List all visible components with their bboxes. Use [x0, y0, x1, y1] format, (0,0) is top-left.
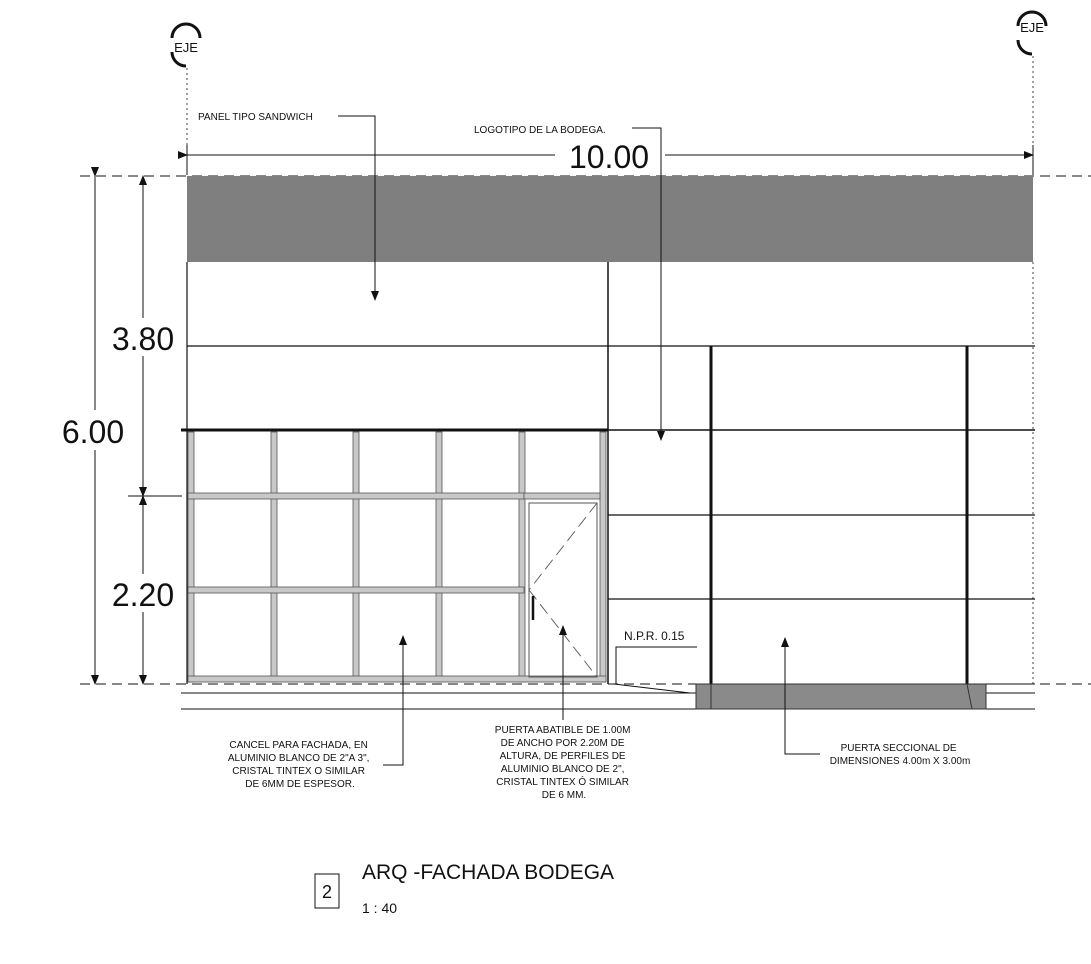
- label-npr: N.P.R. 0.15: [624, 629, 685, 643]
- leader-cancel: [228, 636, 403, 790]
- title-block: [315, 861, 614, 916]
- leader-door: [495, 626, 633, 801]
- leader-npr: [616, 629, 697, 684]
- upper-height-value: 3.80: [111, 321, 175, 357]
- lower-height-value: 2.20: [111, 577, 175, 613]
- axis-marker-right: [1018, 12, 1046, 150]
- drawing-scale: 1 : 40: [362, 900, 398, 916]
- label-logo: LOGOTIPO DE LA BODEGA.: [474, 125, 606, 136]
- width-dimension: [187, 139, 1033, 175]
- axis-marker-left: [172, 24, 200, 150]
- sandwich-panel-band: [187, 176, 1033, 262]
- label-cancel: CANCEL PARA FACHADA, EN ALUMINIO BLANCO DE 2"A 3", CRISTAL TINTEX O SIMILAR DE 6MM DE ESPESOR.: [227, 740, 370, 790]
- label-door: PUERTA ABATIBLE DE 1.00M DE ANCHO POR 2.20M DE ALTURA, DE PERFILES DE ALUMINIO BLANCO DE 2", CRISTAL TINTEX Ó SIMILAR DE 6 MM.: [494, 725, 631, 801]
- width-dimension-value: 10.00: [568, 139, 650, 175]
- drawing-title: ARQ -FACHADA BODEGA: [362, 861, 615, 884]
- label-panel: PANEL TIPO SANDWICH: [198, 112, 313, 123]
- drawing-number: 2: [321, 882, 333, 902]
- sectional-door-ramp: [696, 684, 986, 709]
- axis-label-right: EJE: [1020, 20, 1044, 35]
- total-height-value: 6.00: [61, 414, 125, 450]
- label-sectional: PUERTA SECCIONAL DE DIMENSIONES 4.00m X 3.00m: [829, 743, 971, 767]
- glass-curtain-wall: [188, 432, 606, 682]
- axis-label-left: EJE: [174, 40, 198, 55]
- facade-outline: [181, 262, 1035, 684]
